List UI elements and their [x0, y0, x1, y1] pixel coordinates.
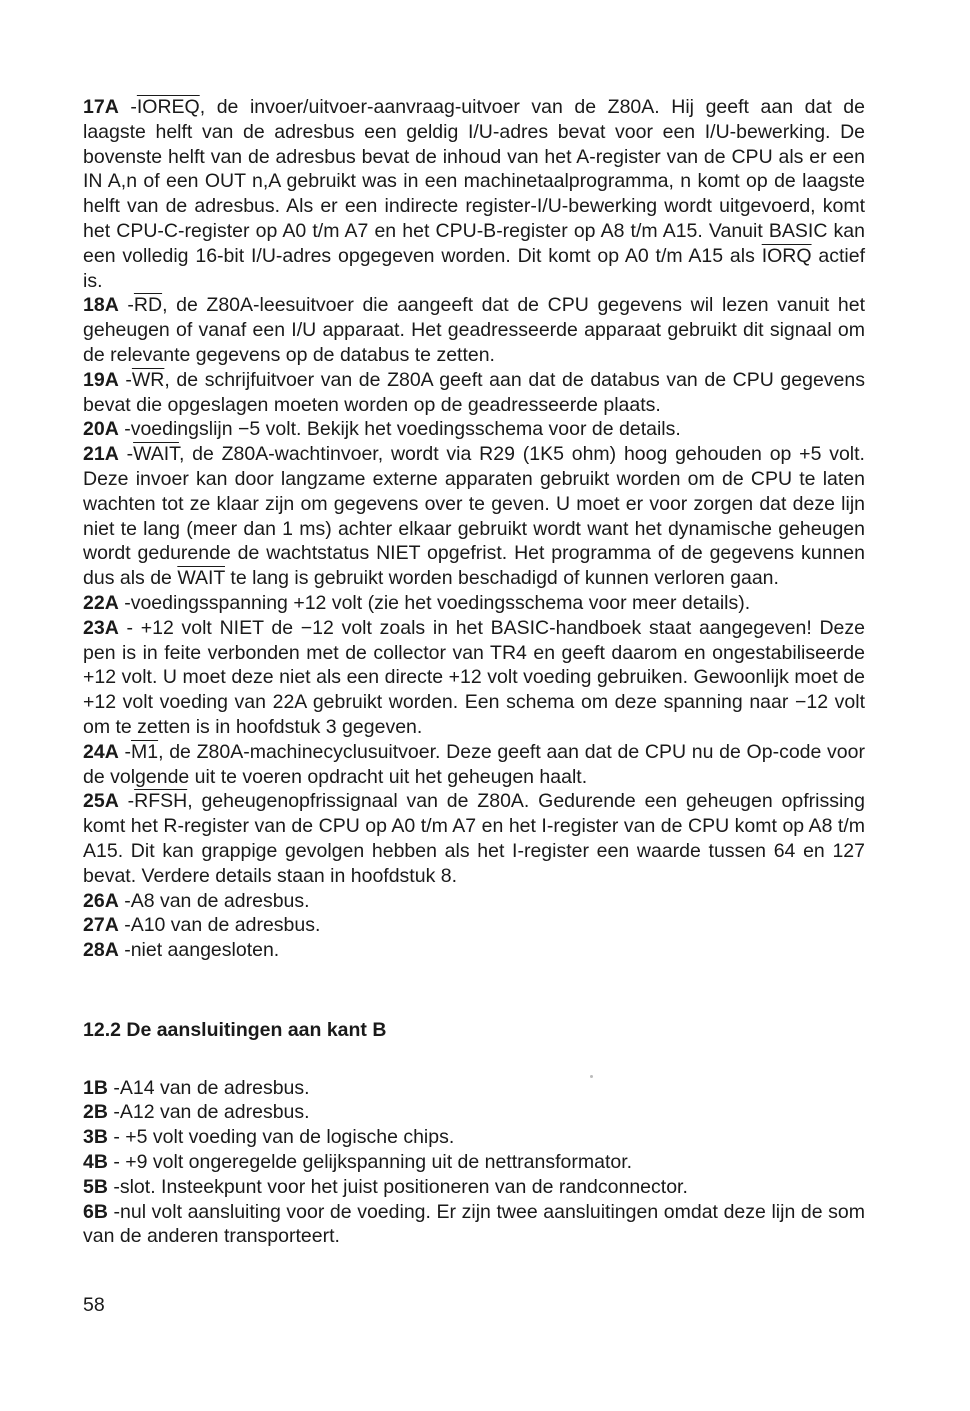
pin-entry: [83, 368, 865, 418]
pin-label: 2B: [83, 1101, 108, 1124]
pin-entry: [83, 913, 865, 938]
speck: [590, 1075, 593, 1078]
pin-description: , geheugenopfrissignaal van de Z80A. Gedurende een geheugen opfrissing komt het R-register van de CPU op A0 t/m A7 en het I-register van de CPU komt op A8 t/m A15. Dit kan grappige gevolgen hebben als het I-register een waarde tussen 64 en 127 bevat. Verdere details staan in hoofdstuk 8.: [83, 790, 865, 887]
pin-label: 27A: [83, 914, 119, 937]
pin-label: 28A: [83, 939, 119, 962]
pin-entry: [83, 938, 865, 963]
pin-entry: [83, 293, 865, 367]
pin-description: -nul volt aansluiting voor de voeding. Er zijn twee aansluitingen omdat deze lijn de som van de anderen transporteert.: [83, 1200, 865, 1248]
pin-description: -A14 van de adresbus.: [107, 1076, 310, 1099]
pin-description: -slot. Insteekpunt voor het juist positioneren van de randconnector.: [107, 1175, 688, 1198]
pin-label: 22A: [83, 591, 119, 614]
pin-description: -: [118, 740, 131, 763]
pin-entry: [83, 1200, 865, 1250]
pin-entry: [83, 1100, 865, 1125]
pin-description: -A12 van de adresbus.: [107, 1101, 310, 1124]
signal-name: WAIT: [133, 443, 179, 466]
pin-entry: [83, 442, 865, 591]
signal-name: M1: [130, 740, 159, 763]
pin-description: -: [118, 443, 134, 466]
pin-label: 25A: [83, 790, 119, 813]
pin-label: 18A: [83, 294, 119, 317]
pin-label: 24A: [83, 740, 119, 763]
pin-description: actief is.: [83, 244, 866, 292]
section-heading: 12.2 De aansluitingen aan kant B: [83, 1018, 387, 1041]
pin-entry: [83, 1150, 865, 1175]
pin-entry: [83, 789, 865, 888]
section-b-list: [83, 1076, 865, 1250]
pin-entry: [83, 95, 865, 293]
pin-description: -: [118, 368, 132, 391]
pin-description: , de schrijfuitvoer van de Z80A geeft aan dat de databus van de CPU gegevens bevat die opgeslagen moeten worden op de geadresseerde plaats.: [83, 368, 865, 416]
pin-label: 6B: [83, 1200, 108, 1223]
pin-description: , de invoer/uitvoer-aanvraag-uitvoer van de Z80A. Hij geeft aan dat de laagste helft van de adresbus een geldig I/U-adres bevat voor een I/U-bewerking. De bovenste helft van de adresbus bevat de inhoud van het A-register van de CPU als er een IN A,n of een OUT n,A gebruikt was in een machinetaalprogramma, n komt op de laagste helft van de adresbus. Als er een indirecte register-I/U-bewerking wordt uitgevoerd, komt het CPU-C-register op A0 t/m A7 en het CPU-B-register op A8 t/m A15. Vanuit BASIC kan een volledig 16-bit I/U-adres opgegeven worden. Dit komt op A0 t/m A15 als: [83, 96, 865, 267]
signal-name: WAIT: [177, 567, 225, 590]
signal-name: RFSH: [134, 790, 188, 813]
pin-description: - +12 volt NIET de −12 volt zoals in het BASIC-handboek staat aangegeven! Deze pen is in feite verbonden met de collector van TR4 en geeft daarom en ongestabiliseerde +12 volt. U moet deze niet als een directe +12 volt voeding gebruiken. Gewoonlijk moet de +12 volt voeding van 22A gebruikt worden. Een schema om deze spanning naar −12 volt om te zetten is in hoofdstuk 3 gegeven.: [83, 616, 865, 738]
signal-name: IOREQ: [136, 96, 200, 118]
pin-label: 26A: [83, 889, 119, 912]
signal-name: $\overline{RD}$: [133, 294, 163, 317]
page-body: [83, 95, 865, 1249]
pin-description: -niet aangesloten.: [118, 939, 280, 962]
section-a-list: [83, 95, 865, 963]
pin-label: 3B: [83, 1126, 108, 1149]
pin-description: , de Z80A-machinecyclusuitvoer. Deze geeft aan dat de CPU nu de Op-code voor de volgende uit te voeren opdracht uit het geheugen haalt.: [83, 740, 865, 788]
pin-description: -A10 van de adresbus.: [118, 914, 321, 937]
pin-label: 23A: [83, 616, 119, 639]
pin-entry: [83, 889, 865, 914]
pin-description: -: [118, 790, 135, 813]
pin-label: 4B: [83, 1151, 108, 1174]
pin-label: 20A: [83, 418, 119, 441]
pin-description: -voedingslijn −5 volt. Bekijk het voedingsschema voor de details.: [118, 418, 681, 441]
pin-description: -: [118, 294, 134, 317]
pin-description: , de Z80A-wachtinvoer, wordt via R29 (1K5 ohm) hoog gehouden op +5 volt. Deze invoer kan door langzame externe apparaten gebruikt worden om de CPU te laten wachten tot ze klaar zijn om gegevens over te geven. U moet er voor zorgen dat deze lijn niet te lang (meer dan 1 ms) achter elkaar gebruikt wordt want het dynamische geheugen wordt gedurende de wachtstatus NIET opgefrist. Het programma of de gegevens kunnen dus als de: [83, 443, 865, 590]
pin-entry: [83, 591, 865, 616]
page-number: 58: [83, 1294, 105, 1316]
pin-entry: [83, 740, 865, 790]
pin-label: 19A: [83, 368, 119, 391]
pin-entry: [83, 1175, 865, 1200]
pin-entry: [83, 417, 865, 442]
pin-entry: [83, 1076, 865, 1101]
pin-description: -voedingsspanning +12 volt (zie het voedingsschema voor meer details).: [118, 591, 751, 614]
pin-label: 5B: [83, 1175, 108, 1198]
pin-description: te lang is gebruikt worden beschadigd of kunnen verloren gaan.: [224, 567, 779, 590]
spacer: [83, 1043, 865, 1076]
pin-entry: [83, 1125, 865, 1150]
pin-description: -A8 van de adresbus.: [118, 889, 310, 912]
signal-name: $\overline{WR}$: [131, 368, 165, 391]
pin-description: - +9 volt ongeregelde gelijkspanning uit de nettransformator.: [107, 1151, 633, 1174]
signal-name: IORQ: [761, 244, 812, 267]
pin-label: 17A: [83, 96, 119, 118]
pin-description: -: [118, 96, 137, 118]
pin-description: , de Z80A-leesuitvoer die aangeeft dat de CPU gegevens wil lezen vanuit het geheugen of vanaf een I/U apparaat. Het geadresseerde apparaat gebruikt dit signaal om de relevante gegevens op de databus te zetten.: [83, 294, 865, 366]
pin-label: 1B: [83, 1076, 108, 1099]
pin-entry: [83, 616, 865, 740]
pin-description: - +5 volt voeding van de logische chips.: [107, 1126, 455, 1149]
pin-label: 21A: [83, 443, 119, 466]
